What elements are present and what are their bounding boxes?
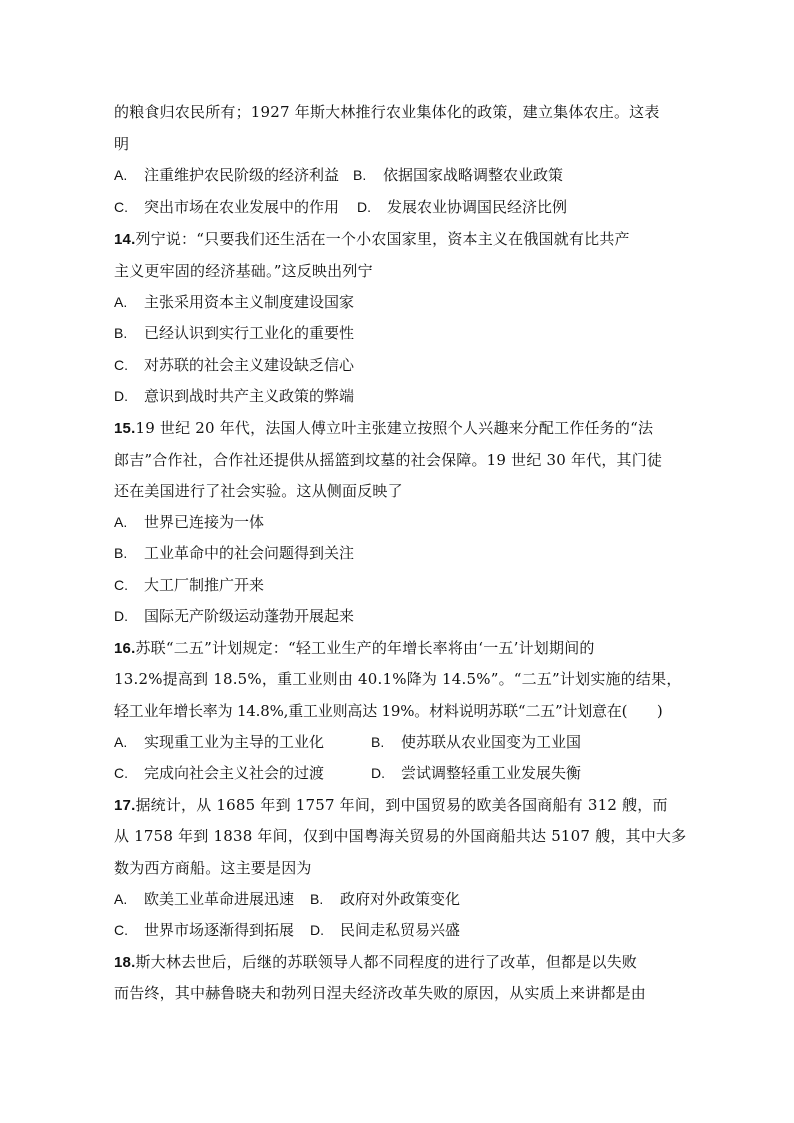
q17-stem-line-3: 数为西方商船。这主要是因为 [114, 859, 312, 877]
q14-option-d: D. 意识到战时共产主义政策的弊端 [114, 387, 355, 405]
q15-option-a: A. 世界已连接为一体 [114, 513, 265, 531]
q13-option-d: D. 发展农业协调国民经济比例 [357, 198, 568, 216]
q14-option-a: A. 主张采用资本主义制度建设国家 [114, 293, 355, 311]
q16-stem-line-1: 16.苏联“二五”计划规定：“轻工业生产的年增长率将由‘一五’计划期间的 [114, 639, 595, 657]
q13-option-b: B. 依据国家战略调整农业政策 [353, 166, 564, 184]
q14-stem-line-2: 主义更牢固的经济基础。”这反映出列宁 [114, 262, 373, 280]
q18-stem-line-1: 18.斯大林去世后，后继的苏联领导人都不同程度的进行了改革，但都是以失败 [114, 953, 638, 971]
q15-number: 15. [114, 420, 136, 437]
q18-number: 18. [114, 954, 136, 971]
q13-option-a: A. 注重维护农民阶级的经济利益 [114, 166, 340, 184]
q14-option-b: B. 已经认识到实行工业化的重要性 [114, 324, 355, 342]
intro-line-2: 明 [114, 135, 130, 153]
q15-stem-line-3: 还在美国进行了社会实验。这从侧面反映了 [114, 482, 403, 500]
q16-number: 16. [114, 640, 136, 657]
q17-option-b: B. 政府对外政策变化 [310, 890, 461, 908]
q14-option-c: C. 对苏联的社会主义建设缺乏信心 [114, 356, 355, 374]
q17-option-c: C. 世界市场逐渐得到拓展 [114, 921, 295, 939]
q16-stem-line-3: 轻工业年增长率为 14.8%,重工业则高达 19%。材料说明苏联“二五”计划意在( ) [114, 702, 663, 720]
q13-option-c: C. 突出市场在农业发展中的作用 [114, 198, 340, 216]
q16-stem-line-2: 13.2%提高到 18.5%，重工业则由 40.1%降为 14.5%”。“二五”计划实施的结果， [114, 670, 682, 688]
q17-option-a: A. 欧美工业革命进展迅速 [114, 890, 295, 908]
q17-stem-line-1: 17.据统计，从 1685 年到 1757 年间，到中国贸易的欧美各国商船有 312 艘，而 [114, 796, 668, 814]
q16-option-a: A. 实现重工业为主导的工业化 [114, 733, 325, 751]
q17-stem-line-2: 从 1758 年到 1838 年间，仅到中国粤海关贸易的外国商船共达 5107 艘，其中大多 [114, 827, 687, 845]
q15-stem-line-1: 15.19 世纪 20 年代，法国人傅立叶主张建立按照个人兴趣来分配工作任务的“法 [114, 419, 654, 437]
q15-option-d: D. 国际无产阶级运动蓬勃开展起来 [114, 607, 355, 625]
q14-number: 14. [114, 231, 136, 248]
q15-option-b: B. 工业革命中的社会问题得到关注 [114, 544, 355, 562]
q17-number: 17. [114, 797, 136, 814]
q14-stem-line-1: 14.列宁说：“只要我们还生活在一个小农国家里，资本主义在俄国就有比共产 [114, 230, 630, 248]
q16-option-c: C. 完成向社会主义社会的过渡 [114, 764, 325, 782]
q15-option-c: C. 大工厂制推广开来 [114, 576, 265, 594]
q16-option-b: B. 使苏联从农业国变为工业国 [371, 733, 582, 751]
intro-line-1: 的粮食归农民所有；1927 年斯大林推行农业集体化的政策，建立集体农庄。这表 [114, 103, 660, 121]
q16-option-d: D. 尝试调整轻重工业发展失衡 [371, 764, 582, 782]
q17-option-d: D. 民间走私贸易兴盛 [310, 921, 461, 939]
q18-stem-line-2: 而告终，其中赫鲁晓夫和勃列日涅夫经济改革失败的原因，从实质上来讲都是由 [114, 984, 647, 1002]
q15-stem-line-2: 郎吉”合作社，合作社还提供从摇篮到坟墓的社会保障。19 世纪 30 年代，其门徒 [114, 451, 663, 469]
